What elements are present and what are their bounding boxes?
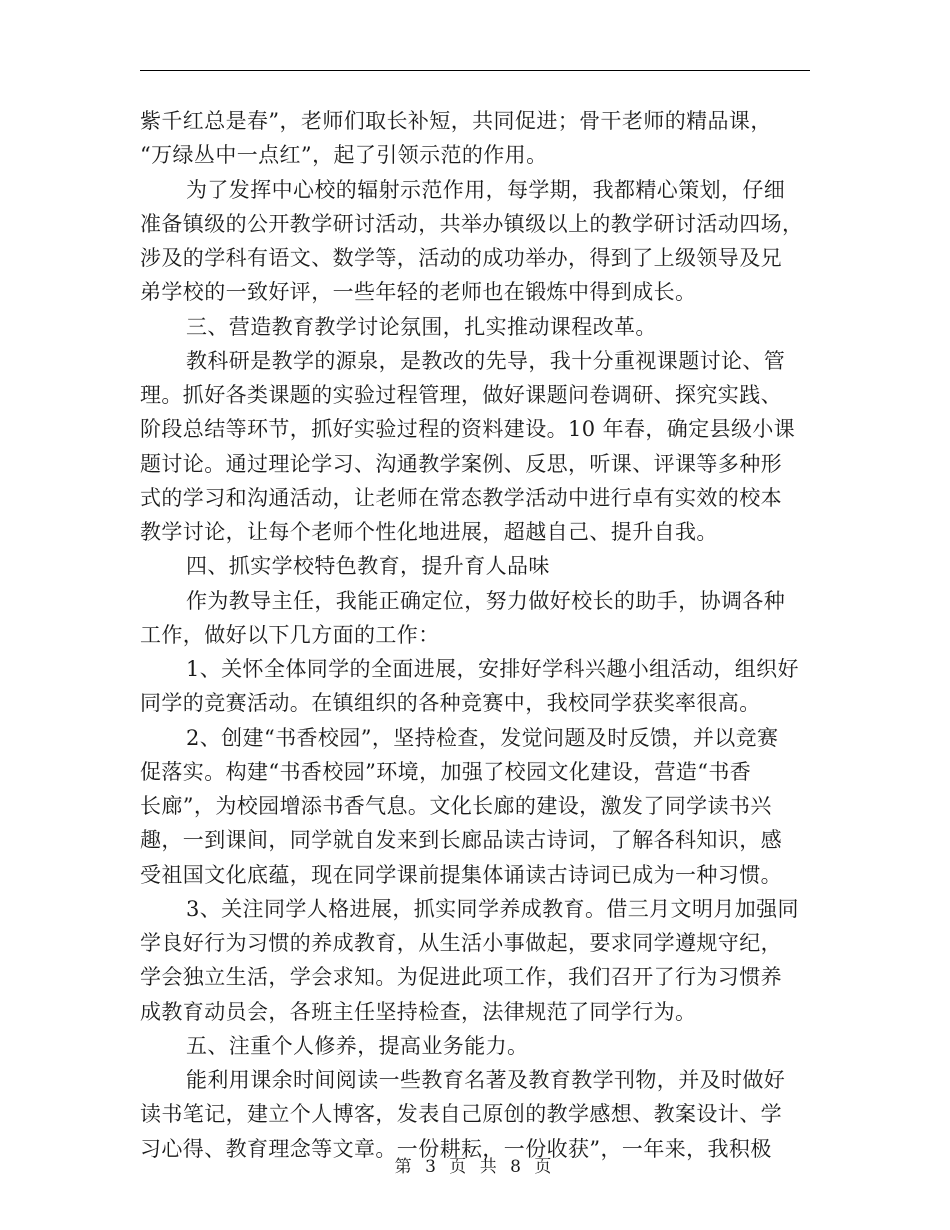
- text-line: 3、关注同学人格进展，抓实同学养成教育。借三月文明月加强同: [186, 896, 799, 921]
- text-line: 式的学习和沟通活动，让老师在常态教学活动中进行卓有实效的校本: [140, 485, 782, 510]
- text-line: 长廊”，为校园增添书香气息。文化长廊的建设，激发了同学读书兴: [140, 794, 772, 818]
- text-line: 弟学校的一致好评，一些年轻的老师也在锻炼中得到成长。: [140, 280, 697, 305]
- text-line: 读书笔记，建立个人博客，发表自己原创的教学感想、教案设计、学: [140, 1102, 782, 1127]
- text-line: 三、营造教育教学讨论氛围，扎实推动课程改革。: [186, 314, 657, 339]
- text-line: 五、注重个人修养，提高业务能力。: [186, 1033, 529, 1058]
- text-line: 促落实。构建“书香校园”环境，加强了校园文化建设，营造“书香: [140, 759, 752, 784]
- text-line: 题讨论。通过理论学习、沟通教学案例、反思，听课、评课等多种形: [140, 451, 782, 476]
- text-line: 学会独立生活，学会求知。为促进此项工作，我们召开了行为习惯养: [140, 965, 782, 990]
- text-line: 四、抓实学校特色教育，提升育人品味: [186, 554, 550, 579]
- text-line: 涉及的学科有语文、数学等，活动的成功举办，得到了上级领导及兄: [140, 246, 782, 270]
- document-body: [140, 104, 810, 1166]
- text-line: 准备镇级的公开教学研讨活动，共举办镇级以上的教学研讨活动四场，: [140, 211, 804, 236]
- page-footer: 第 3 页 共 8 页: [394, 1157, 556, 1177]
- text-line: 成教育动员会，各班主任坚持检查，法律规范了同学行为。: [140, 999, 697, 1024]
- text-line: 1、关怀全体同学的全面进展，安排好学科兴趣小组活动，组织好: [186, 657, 799, 681]
- text-line: 教科研是教学的源泉，是教改的先导，我十分重视课题讨论、管: [186, 348, 786, 373]
- text-line: 为了发挥中心校的辐射示范作用，每学期，我都精心策划，仔细: [186, 177, 786, 202]
- text-line: 紫千红总是春”，老师们取长补短，共同促进；骨干老师的精品课，: [140, 109, 772, 133]
- text-line: “万绿丛中一点红”，起了引领示范的作用。: [140, 143, 548, 168]
- text-line: 学良好行为习惯的养成教育，从生活小事做起，要求同学遵规守纪，: [140, 931, 782, 955]
- text-line: 教学讨论，让每个老师个性化地进展，超越自己、提升自我。: [140, 520, 718, 544]
- text-line: 作为教导主任，我能正确定位，努力做好校长的助手，协调各种: [186, 588, 786, 613]
- text-line: 理。抓好各类课题的实验过程管理，做好课题问卷调研、探究实践、: [140, 383, 782, 407]
- text-line: 受祖国文化底蕴，现在同学课前提集体诵读古诗词已成为一种习惯。: [140, 862, 782, 887]
- text-line: 习心得、教育理念等文章。一份耕耘，一份收获”，一年来，我积极: [140, 1136, 772, 1161]
- text-line: 工作，做好以下几方面的工作：: [140, 622, 440, 647]
- text-line: 同学的竞赛活动。在镇组织的各种竞赛中，我校同学获奖率很高。: [140, 691, 761, 716]
- text-line: 阶段总结等环节，抓好实验过程的资料建设。10 年春，确定县级小课: [140, 417, 796, 442]
- header-rule: [140, 70, 810, 71]
- text-line: 趣，一到课间，同学就自发来到长廊品读古诗词，了解各科知识，感: [140, 828, 782, 853]
- text-line: 2、创建“书香校园”，坚持检查，发觉问题及时反馈，并以竞赛: [186, 725, 779, 750]
- text-line: 能利用课余时间阅读一些教育名著及教育教学刊物，并及时做好: [186, 1068, 786, 1092]
